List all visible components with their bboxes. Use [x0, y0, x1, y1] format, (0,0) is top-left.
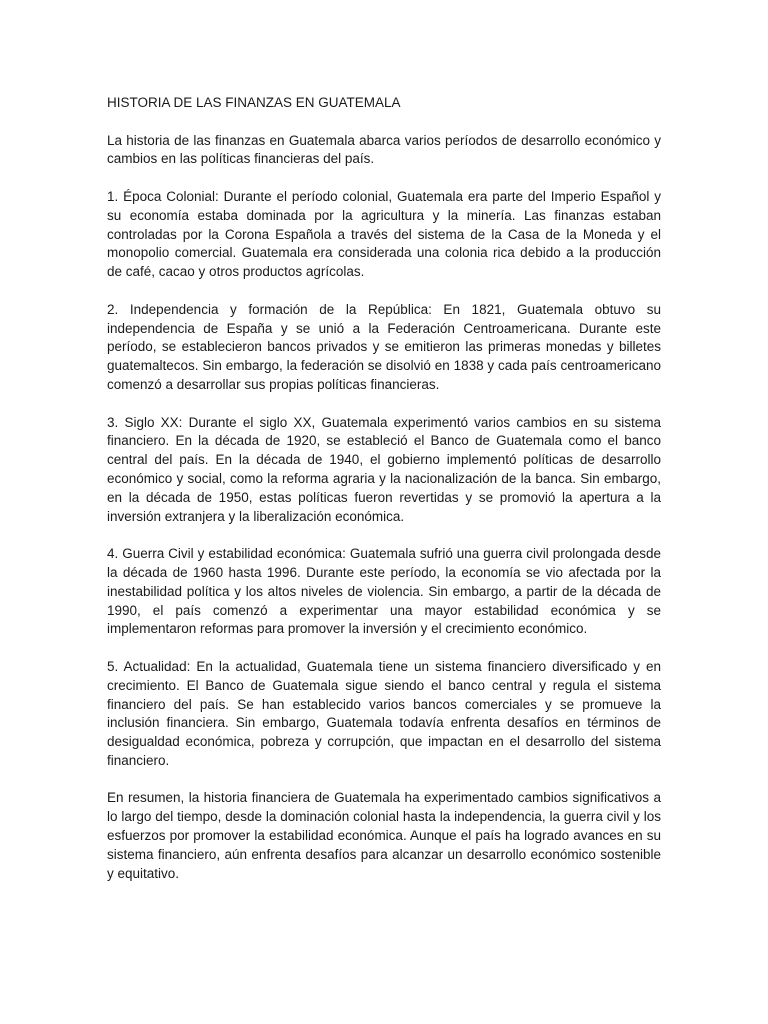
current-era-paragraph: 5. Actualidad: En la actualidad, Guatemala tiene un sistema financiero diversificado y en crecimiento. El Banco de Guatemala sigue siendo el banco central y regula el sistema financiero del país. Se han establecido varios bancos comerciales y se promueve la inclusión financiera. Sin embargo, Guatemala todavía enfrenta desafíos en términos de desigualdad económica, pobreza y corrupción, que impactan en el desarrollo del sistema financiero. [107, 658, 661, 768]
colonial-era-paragraph: 1. Época Colonial: Durante el período colonial, Guatemala era parte del Imperio Español y su economía estaba dominada por la agricultura y la minería. Las finanzas estaban controladas por la Corona Española a través del sistema de la Casa de la Moneda y el monopolio comercial. Guatemala era considerada una colonia rica debido a la producción de café, cacao y otros productos agrícolas. [107, 188, 661, 280]
document-title: HISTORIA DE LAS FINANZAS EN GUATEMALA [107, 95, 401, 110]
document-body [107, 94, 661, 902]
summary-paragraph: En resumen, la historia financiera de Guatemala ha experimentado cambios significativos a lo largo del tiempo, desde la dominación colonial hasta la independencia, la guerra civil y los esfuerzos por promover la estabilidad económica. Aunque el país ha logrado avances en su sistema financiero, aún enfrenta desafíos para alcanzar un desarrollo económico sostenible y equitativo. [107, 790, 661, 881]
independence-paragraph: 2. Independencia y formación de la República: En 1821, Guatemala obtuvo su independencia de España y se unió a la Federación Centroamericana. Durante este período, se establecieron bancos privados y se emitieron las primeras monedas y billetes guatemaltecos. Sin embargo, la federación se disolvió en 1838 y cada país centroamericano comenzó a desarrollar sus propias políticas financieras. [107, 301, 661, 392]
twentieth-century-paragraph: 3. Siglo XX: Durante el siglo XX, Guatemala experimentó varios cambios en su sistema financiero. En la década de 1920, se estableció el Banco de Guatemala como el banco central del país. En la década de 1940, el gobierno implementó políticas de desarrollo económico y social, como la reforma agraria y la nacionalización de la banca. Sin embargo, en la década de 1950, estas políticas fueron revertidas y se promovió la apertura a la inversión extranjera y la liberalización económica. [107, 414, 661, 524]
civil-war-paragraph: 4. Guerra Civil y estabilidad económica: Guatemala sufrió una guerra civil prolongada desde la década de 1960 hasta 1996. Durante este período, la economía se vio afectada por la inestabilidad política y los altos niveles de violencia. Sin embargo, a partir de la década de 1990, el país comenzó a experimentar una mayor estabilidad económica y se implementaron reformas para promover la inversión y el crecimiento económico. [107, 546, 661, 637]
intro-paragraph: La historia de las finanzas en Guatemala abarca varios períodos de desarrollo económico y cambios en las políticas financieras del país. [107, 132, 661, 167]
